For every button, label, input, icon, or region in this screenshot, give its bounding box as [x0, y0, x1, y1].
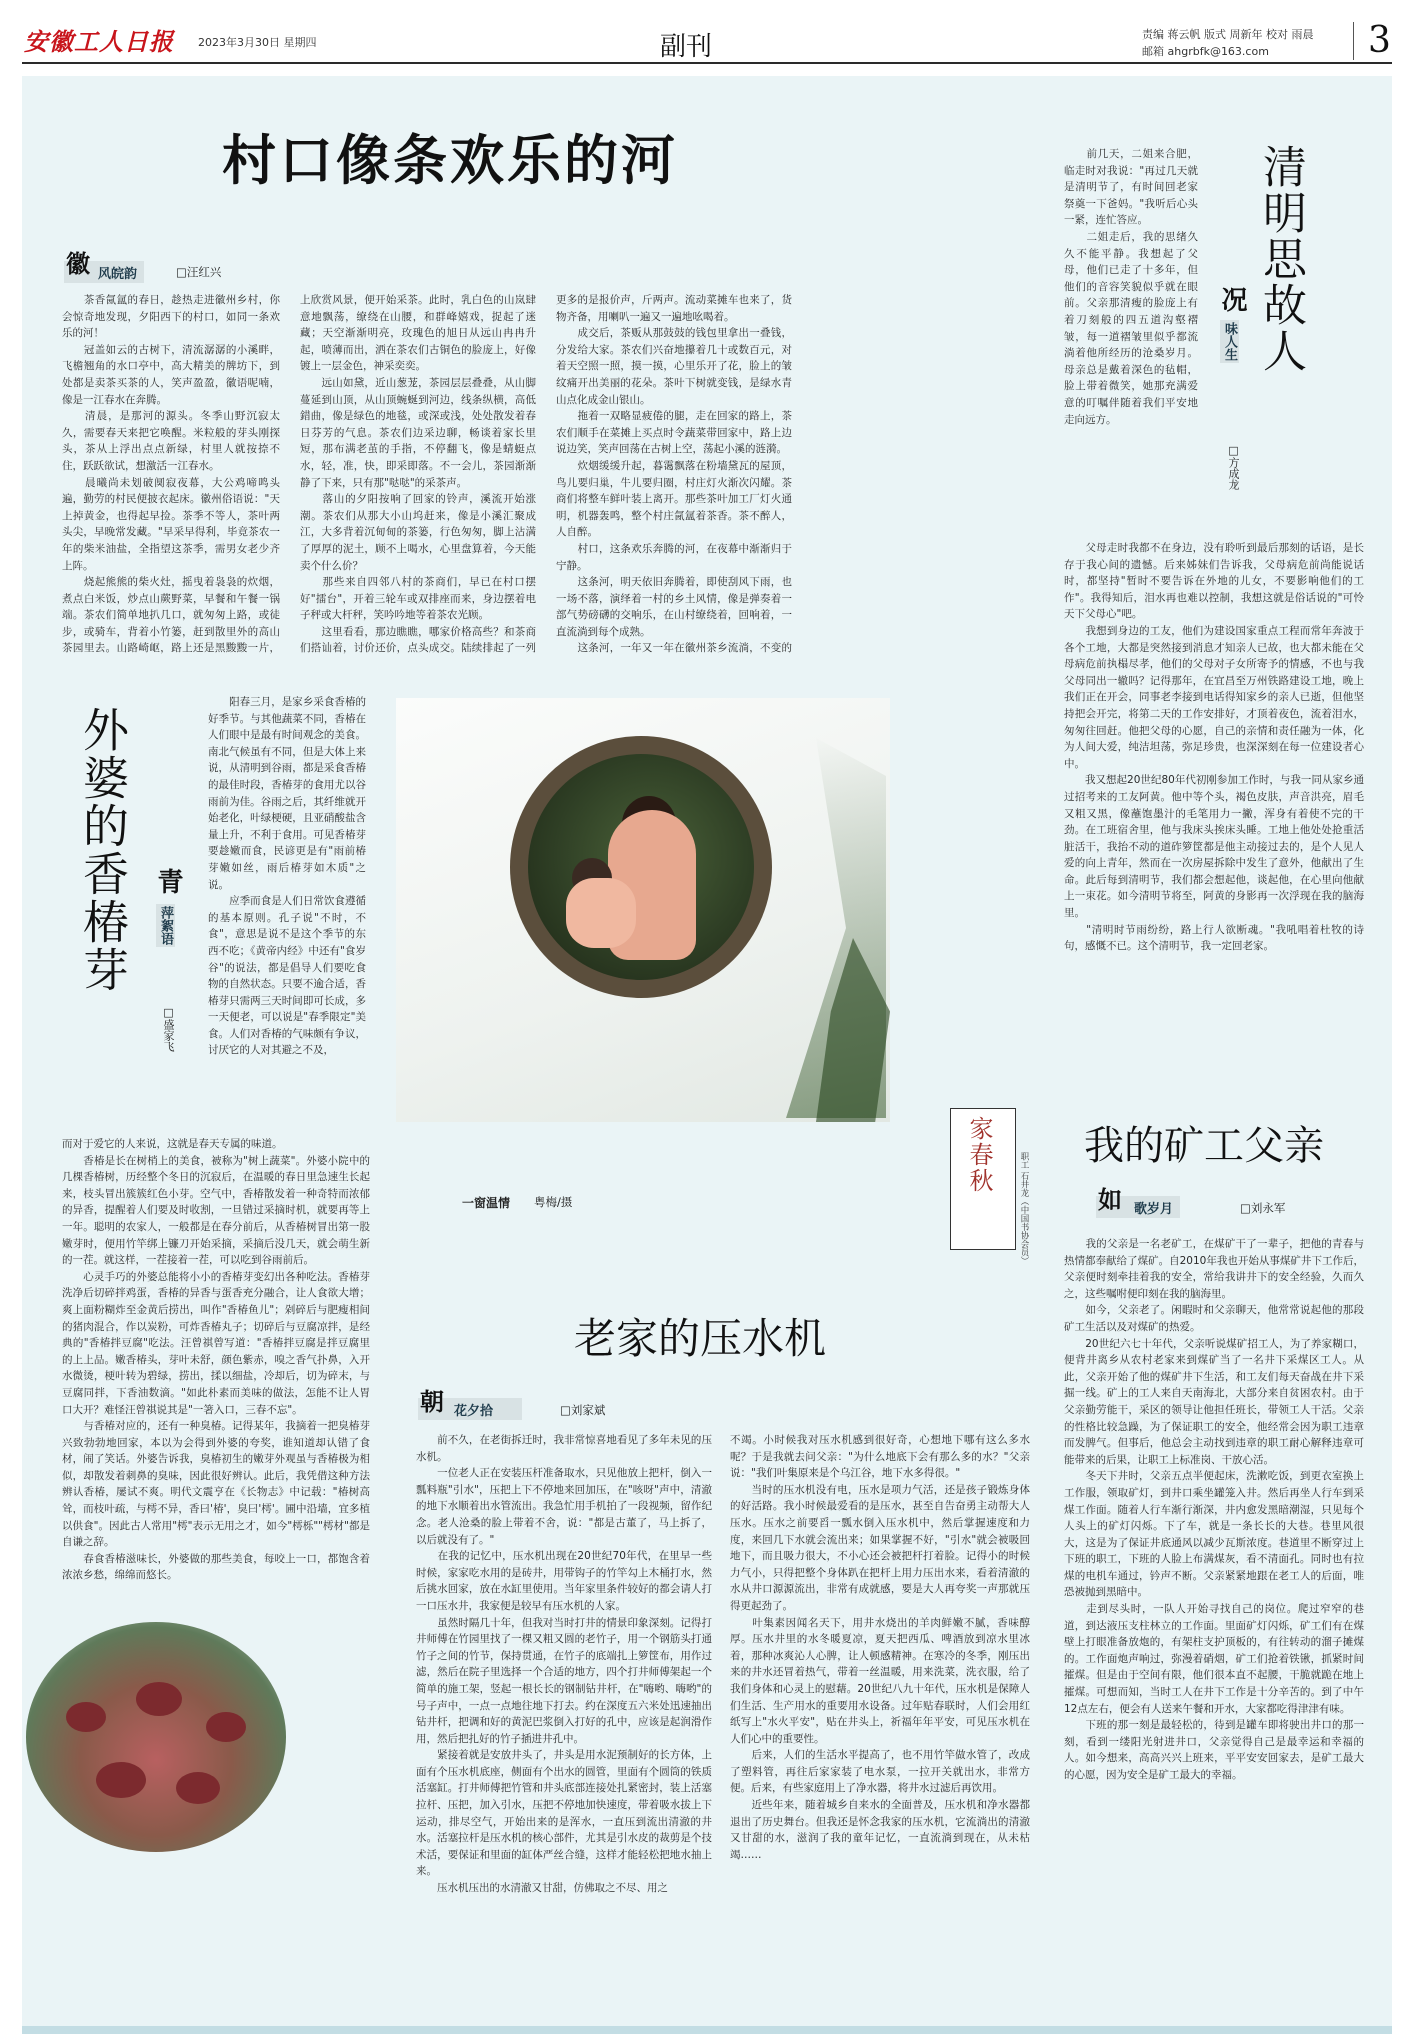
author-byline: □刘永军 — [1240, 1201, 1286, 1215]
section-title: 副刊 — [660, 32, 713, 62]
article-column: 阳春三月，是家乡采食香椿的好季节。与其他蔬菜不同，香椿在人们眼中是最有时间观念的美食。南北气候虽有不同，但是大体上来说，从清明到谷雨，都是采食香椿的最佳时段，香椿芽的食用尤以谷雨前为佳。谷雨之后，其纤维就开始老化，叶绿梗硬，且亚硝酸盐含量上升，不利于食用。可见香椿芽要趁嫩而食，民谚更是有"雨前椿芽嫩如丝，雨后椿芽如木质"之说。 应季而食是人们日常饮食遵循的基本原则。孔子说"不时，不食"，意思是说不是这个季节的东西不吃；《黄帝内经》中还有"食岁谷"的说法，都是倡导人们要吃食物的自然状态。只要不逾合适，香椿芽只需两三天时间即可长成，多一天便老，可以说是"春季限定"美食。人们对香椿的气味颇有争议，讨厌它的人对其避之不及， — [208, 696, 366, 1057]
family-badge-chars: 家春秋 — [965, 1116, 993, 1194]
article-title-village-river: 村口像条欢乐的河 — [222, 128, 678, 192]
photo-caption-title: 一窗温情 — [462, 1196, 511, 1210]
credits-line-editors: 责编 蒋云帆 版式 周新年 校对 雨晨 — [1142, 28, 1314, 41]
sprout — [66, 1702, 106, 1732]
page-header — [0, 0, 1413, 62]
badge-char: 如 — [1098, 1185, 1122, 1214]
credits-line-email: 邮箱 ahgrbfk@163.com — [1142, 45, 1269, 58]
badge-char: 况 — [1217, 286, 1247, 312]
article-column: 我的父亲是一名老矿工，在煤矿干了一辈子，把他的青春与热情都奉献给了煤矿。自2010年我也开始从事煤矿井下工作后，父亲便时刻牵挂着我的安全，常给我讲井下的安全经验，久而久之，这些嘱咐便印刻在我的脑海里。 如今，父亲老了。闲暇时和父亲聊天，他常常说起他的那段矿工生活以及对煤矿的热爱。 20世纪六七十年代，父亲听说煤矿招工人，为了养家糊口，便背井离乡从农村老家来到煤矿当了一名井下采煤区工人。从此，父亲开始了他的煤矿井下生活，和工友们每天奋战在井下采掘一线。矿上的工人来自天南海北，大部分来自贫困农村。由于父亲勤劳能干，采区的领导让他担任班长，带领工人干活。父亲的性格比较急躁，为了保证职工的安全，他经常会因为职工违章而发脾气。但事后，他总会主动找到违章的职工耐心解释违章可能带来的后果，让职工上标准岗、干放心活。 冬天下井时，父亲五点半便起床，洗漱吃饭，到更衣室换上工作服，领取矿灯，到井口乘坐罐笼入井。然后再坐人行车到采煤工作面。随着人行车渐行渐深，井内愈发黑暗潮湿，只见每个人头上的矿灯闪烁。下了车，就是一条长长的大巷。巷里风很大，这是为了保证井底通风以减少瓦斯浓度。巷道里不断穿过上下班的职工，下班的人脸上布满煤灰，看不清面孔。同时也有拉煤的电机车通过，钤声不断。父亲紧紧地跟在老工人的后面，唯恐被抛到黑暗中。 走到尽头时，一队人开始寻找自己的岗位。爬过窄窄的巷道，到达液压支柱林立的工作面。里面矿灯闪烁，矿工们有在煤壁上打眼准备放炮的，有架柱支护顶板的，有往转动的溜子摊煤的。工作面炮声响过，弥漫着硝烟，矿工们抢着铁锹，抓紧时间攉煤。但是由于空间有限，他们很本直不起腰，干脆就跪在地上攉煤。可想而知，当时工人在井下工作是十分辛苦的。到了中午12点左右，便会有人送来午餐和开水，大家都吃得津津有味。 下班的那一刻是最轻松的，待到是罐车即将驶出井口的那一刻，看到一缕阳光射进井口，父亲觉得自己是最幸运和幸福的人。如今想来，高高兴兴上班来，平平安安回家去，是矿工最大的心愿，因为安全是矿工最大的幸福。 — [1064, 1238, 1364, 1781]
article-title-qingming: 清明思故人 — [1255, 144, 1306, 374]
badge-char: 徽 — [66, 249, 90, 278]
sprout — [176, 1772, 220, 1804]
article-column: 而对于爱它的人来说，这就是春天专属的味道。 香椿是长在树梢上的美食，被称为"树上蔬菜"。外婆小院中的几棵香椿树，历经整个冬日的沉寂后，在温暖的春日里急速生长起来，枝头冒出簇簇红色小芽。空气中，香椿散发着一种奇特而浓郁的异香，提醒着人们要及时收割，一旦错过采摘时机，就要再等上一年。聪明的农家人，一般都是在春分前后，从香椿树冒出第一股嫩芽时，便用竹竿绑上镰刀开始采摘，采摘后没几天，就会萌生新的一茬。就这样，一茬接着一茬，可以吃到谷雨前后。 心灵手巧的外婆总能将小小的香椿芽变幻出各种吃法。香椿芽洗净后切碎拌鸡蛋，香椿的异香与蛋香充分融合，让人食欲大增；爽上面粉糊炸至金黄后捞出，叫作"香椿鱼儿"；剁碎后与肥瘦相间的猪肉混合，作以炭粉，可炸香椿丸子；切碎后与豆腐凉拌，是经典的"香椿拌豆腐"吃法。汪曾祺曾写道："香椿拌豆腐是拌豆腐里的上上品。嫩香椿头，芽叶未舒，颜色紫赤，嗅之香气扑鼻，入开水微烫，梗叶转为碧绿，捞出，揉以细盐，冷却后，切为碎末，与豆腐同拌，下香油数滴。"如此朴素而美味的做法，怎能不让人胃口大开？难怪汪曾祺说其是"一箸入口，三春不忘"。 与香椿对应的，还有一种臭椿。记得某年，我摘着一把臭椿芽兴致勃勃地回家，本以为会得到外婆的夸奖，谁知道却认错了食材，闹了笑话。外婆告诉我，臭椿初生的嫩芽外观虽与香椿极为相似，却散发着刺鼻的臭味，因此很好辨认。此后，我凭借这种方法辨认香椿，屡试不爽。明代文震亨在《长物志》中记载："椿树高耸，而枝叶疏，与樗不异，香曰'椿'，臭曰'樗'。圃中沿墙，宜多植以供食"。因此古人常用"樗"表示无用之才，如今"樗栎""樗材"都是自谦之辞。 春食香椿滋味长，外婆做的那些美食，每咬上一口，都饱含着浓浓乡愁，绵绵而悠长。 — [62, 1138, 370, 1582]
footer-rule — [22, 2026, 1392, 2034]
badge-label: 味人生 — [1222, 322, 1237, 361]
issue-date: 2023年3月30日 星期四 — [198, 36, 317, 49]
newspaper-masthead: 安徽工人日报 — [24, 27, 174, 56]
article-column: 上欣赏风景，便开始采茶。此时，乳白色的山岚肆意地飘荡，缭绕在山腰，和群峰嬉戏，捉起了迷藏；天空渐渐明亮，玫瑰色的旭日从远山冉冉升起，喷薄而出，洒在茶农们古铜色的脸庞上，好像镀上一层金色，神采奕奕。 远山如黛，近山葱茏，茶园层层叠叠，从山脚蔓延到山顶，从山顶蜿蜒到河边，线条纵横，高低錯曲，像是绿色的地毯，或深或浅，处处散发着春日芬芳的气息。茶农们边采边聊，畅谈着家长里短，那布满老茧的手指，不停翻飞，像是蜻蜓点水，轻，准，快，即采即落。不一会儿，茶园渐渐静了下来，只有那"哒哒"的采茶声。 落山的夕阳按响了回家的铃声，溪流开始涨潮。茶农们从那大小山坞赶来，像是小溪汇聚成江，大多背着沉甸甸的茶篓，行色匆匆，脚上沾满了厚厚的泥土，顾不上喝水，心里盘算着，今天能卖个什么价？ 那些来自四邻八村的茶商们，早已在村口摆好"擂台"，开着三轮车或双排座而来，身边摆着电子秤或大杆秤，笑吟吟地等着茶农光顾。 这里看看，那边瞧瞧，哪家价格高些？和茶商们搭讪着，讨价还价，点头成交。陆续排起了一列 — [300, 294, 536, 654]
author-byline: □汪红兴 — [176, 265, 222, 279]
author-byline: □方成龙 — [1227, 444, 1240, 490]
badge-label: 花夕拾 — [454, 1404, 494, 1419]
author-byline: □刘家斌 — [560, 1403, 606, 1417]
badge-label: 风皖韵 — [98, 267, 138, 282]
page-number: 3 — [1368, 20, 1391, 61]
child-figure — [566, 878, 636, 948]
article-column: 更多的是报价声，斤两声。流动菜摊车也来了，货物齐备，用喇叭一遍又一遍地吆喝着。 成交后，茶贩从那鼓鼓的钱包里拿出一叠钱，分发给大家。茶农们兴奋地攥着几十或数百元，对着天空照一照，摸一摸，心里乐开了花，脸上的皱纹痛开出美丽的花朵。茶叶下树就变钱，是绿水青山点化成金山银山。 拖着一双略显疲倦的腿，走在回家的路上，茶农们顺手在菜摊上买点时令蔬菜带回家中，路上边说边笑，笑声回荡在古树上空，荡起小溪的涟漪。 炊烟缓缓升起，暮霭飘落在粉墙黛瓦的屋顶，鸟儿要归巢，牛儿要归圈，村庄灯火渐次闪耀。茶商们将整车鲜叶装上离开。那些茶叶加工厂灯火通明，机器轰鸣，整个村庄氤氲着茶香。茶不醉人，人自醉。 村口，这条欢乐奔腾的河，在夜幕中渐渐归于宁静。 这条河，明天依旧奔腾着，即使刮风下雨，也一场不落，演绎着一村的乡土风情，像是弹奏着一部气势磅礴的交响乐，在山村缭绕着，回响着，一直流淌到每个成熟。 这条河，一年又一年在徽州茶乡流淌，不变的 — [556, 294, 792, 654]
header-divider — [1353, 22, 1354, 60]
family-badge-subtitle: 职工 石井龙（中国书协会员） — [1019, 1152, 1029, 1266]
article-title-toona: 外婆的香椿芽 — [76, 706, 130, 994]
article-column: 不竭。小时候我对压水机感到很好奇，心想地下哪有这么多水呢？于是我就去问父亲："为什么地底下会有那么多的水？"父亲说："我们叶集原来是个乌江谷，地下水多得很。" 当时的压水机没有电，压水是项力气活，还是孩子锻炼身体的好活路。我小时候最爱看的是压水，甚至自告奋勇主动帮大人压水。压水之前要舀一瓢水倒入压水机中，然后掌握速度和力度，来回几下水就会流出来；如果掌握不好，"引水"就会被吸回地下，而且吸力很大，不小心还会被把杆打着脸。记得小的时候力气小，只得把整个身体趴在把杆上用力压出水来，看着清澈的水从井口源源流出，非常有成就感，要是大人再夸奖一声那就压得更起劲了。 叶集素因闻名天下，用井水烧出的羊肉鲜嫩不腻，香味醇厚。压水井里的水冬暖夏凉，夏天把西瓜、啤酒放到凉水里冰着，那种冰爽沁人心脾，让人顿感精神。在寒冷的冬季，刚压出来的井水还冒着热气，带着一丝温暖，用来洗菜，洗衣服，给了我们身体和心灵上的慰藉。20世纪八九十年代，压水机是保障人们生活、生产用水的重要用水设备。过年贴春联时，人们会用红纸写上"水火平安"，贴在井头上，祈福年年平安，可见压水机在人们心中的重要性。 后来，人们的生活水平提高了，也不用竹竿做水管了，改成了塑料管，再往后家家装了电水泵，一拉开关就出水，非常方便。后来，有些家庭用上了净水器，将井水过滤后再饮用。 近些年来，随着城乡自来水的全面普及，压水机和净水器都退出了历史舞台。但我还是怀念我家的压水机，它流淌出的清澈又甘甜的水，滋润了我的童年记忆，一直流淌到现在，从未枯竭…… — [730, 1434, 1030, 1861]
badge-char: 青 — [153, 868, 183, 894]
photo-caption-author: 粤梅/摄 — [534, 1195, 573, 1209]
toona-sprouts-photo — [26, 1622, 286, 1852]
badge-label: 歌岁月 — [1134, 1202, 1174, 1217]
photo-window-mother-child — [396, 698, 890, 1122]
sprout — [96, 1762, 146, 1798]
article-column: 父母走时我都不在身边，没有聆听到最后那刻的话语，是长存于我心间的遗憾。后来姊妹们告诉我，父母病危前尚能说话时，都坚持"暂时不要告诉在外地的儿女，不要影响他们的工作"。我得知后，泪水再也难以控制，我想这就是俗话说的"可怜天下父母心"吧。 我想到身边的工友，他们为建设国家重点工程而常年奔波于各个工地，大都是突然接到消息才知亲人已故，也大都未能在父母病危前执榻尽孝，他们的父母对子女所寄予的情感，不也与我父母同出一辙吗？记得那年，在宜昌至万州铁路建设工地，晚上我们正在开会，同事老李接到电话得知家乡的亲人已逝，但他坚持把会开完，将第二天的工作安排好，才顶着夜色，流着泪水，匆匆往回赶。他把父母的心愿，自己的亲情和责任融为一体，化为人间大爱，纯洁坦荡，弥足珍贵，也深深刻在每一位建设者心中。 我又想起20世纪80年代初刚参加工作时，与我一同从家乡通过招考来的工友阿黄。他中等个头，褐色皮肤，声音洪亮，眉毛又粗又黑，像蘸饱墨汁的毛笔用力一撇，浑身有着使不完的干劲。在工班宿舍里，他与我床头挨床头睡。工地上他处处抢重活脏活干，我抬不动的道砟箩筐都是他主动接过去的，是个人见人爱的向上青年，然而在一次房屋拆除中发生了意外，他献出了生命。此后每到清明节，我们都会想起他，谈起他，在心里向他献上一束花。如今清明节将至，阿黄的身影再一次浮现在我的脑海里。 "清明时节雨纷纷，路上行人欲断魂。"我吼唱着杜牧的诗句，感慨不已。这个清明节，我一定回老家。 — [1064, 542, 1364, 953]
sprout — [136, 1682, 182, 1716]
badge-char: 朝 — [420, 1387, 444, 1416]
sprout — [206, 1712, 246, 1742]
header-rule — [22, 62, 1392, 64]
article-title-miner-father: 我的矿工父亲 — [1084, 1123, 1324, 1169]
editor-credits — [1142, 26, 1313, 60]
article-column: 前几天，二姐来合肥，临走时对我说："再过几天就是清明节了，有时间回老家祭奠一下爸妈。"我听后心头一紧，连忙答应。 二姐走后，我的思绪久久不能平静。我想起了父母，他们已走了十多年，但他们的音容笑貌似乎就在眼前。父亲那清瘦的脸庞上有着刀刻般的四五道沟壑褶皱，每一道褶皱里似乎都流淌着他所经历的沧桑岁月。母亲总是戴着深色的毡帽，脸上带着微笑，她那充满爱意的叮嘱伴随着我们平安地走向远方。 — [1064, 148, 1198, 426]
article-title-water-pump: 老家的压水机 — [574, 1314, 827, 1363]
badge-label: 萍絮语 — [158, 906, 173, 945]
author-byline: □盛家飞 — [162, 1006, 175, 1052]
article-column: 茶香氤氲的春日，趁热走进徽州乡村，你会惊奇地发现，夕阳西下的村口，如同一条欢乐的河！ 冠盖如云的古树下，清流潺潺的小溪畔，飞檐翘角的水口亭中，高大精美的牌坊下，到处都是卖茶买茶的人，笑声盈盈，徽语呢喃，像是一江春水在奔腾。 清晨，是那河的源头。冬季山野沉寂太久，需要春天来把它唤醒。米粒般的芽头刚探头，茶从上浮出点点新绿，村里人就按捺不住，跃跃欲试，想激活一江春水。 晨曦尚未划破阒寂夜幕，大公鸡啼鸣头遍，勤劳的村民便披衣起床。徽州俗语说："天上掉黄金，也得起早捡。茶季不等人，茶叶两头尖，早晚常发藏。"早采早得利，毕竟茶农一年的柴米油盐，全指望这茶季，需男女老少齐上阵。 烧起熊熊的柴火灶，摇曳着袅袅的炊烟，煮点白米饭，炒点山蕨野菜，早餐和午餐一锅端。茶农们简单地扒几口，就匆匆上路，或徒步，或骑车，背着小竹篓，赶到散里外的高山茶园里去。山路崎岖，路上还是黑黢黢一片， — [62, 294, 280, 654]
article-column: 前不久，在老街拆迁时，我非常惊喜地看见了多年未见的压水机。 一位老人正在安装压杆准备取水，只见他放上把杆，倒入一瓢料瓶"引水"，压把上下不停地来回加压，在"咳呀"声中，清澈的地下水顺着出水管流出。我急忙用手机拍了一段视频，留作纪念。老人沧桑的脸上带着不舍，说："都是古董了，马上拆了，以后就没有了。" 在我的记忆中，压水机出现在20世纪70年代，在里早一些时候，家家吃水用的是砖井，用带钩子的竹竿勾上木桶打水，然后挑水回家，放在水缸里使用。当年家里条件较好的都会请人打一口压水井，我家便是较早有压水机的人家。 虽然时隔几十年，但我对当时打井的情景印象深刻。记得打井师傅在竹园里找了一棵又粗又圆的老竹子，用一个钢筋头打通竹子之间的竹节，保持贯通，在竹子的底端扎上箩筐布，用作过滤，然后在院子里选择一个合适的地方，四个打井师傅架起一个简单的施工架，竖起一根长长的钢制钻井杆，在"嗨哟、嗨哟"的号子声中，一点一点地往地下打去。约在深度五六米处迅速抽出钻井杆，把调和好的黄泥巴浆倒入打好的孔中，应该是起润滑作用，然后把扎好的竹子插进井孔中。 紧接着就是安放井头了，井头是用水泥预制好的长方体，上面有个压水机底座，侧面有个出水的圆管，里面有个圆筒的铁质活塞缸。打井师傅把竹管和井头底部连接处扎紧密封，装上活塞拉杆、压把，加入引水，压把不停地加快速度，带着吸水拔上下运动，排尽空气，开始出来的是浑水，一直压到流出清澈的井水。活塞拉杆是压水机的核心部件，尤其是引水皮的裁剪是个技术活，要保证和里面的缸体严丝合缝，这样才能轻松把地水抽上来。 压水机压出的水清澈又甘甜，仿佛取之不尽、用之 — [416, 1434, 712, 1895]
